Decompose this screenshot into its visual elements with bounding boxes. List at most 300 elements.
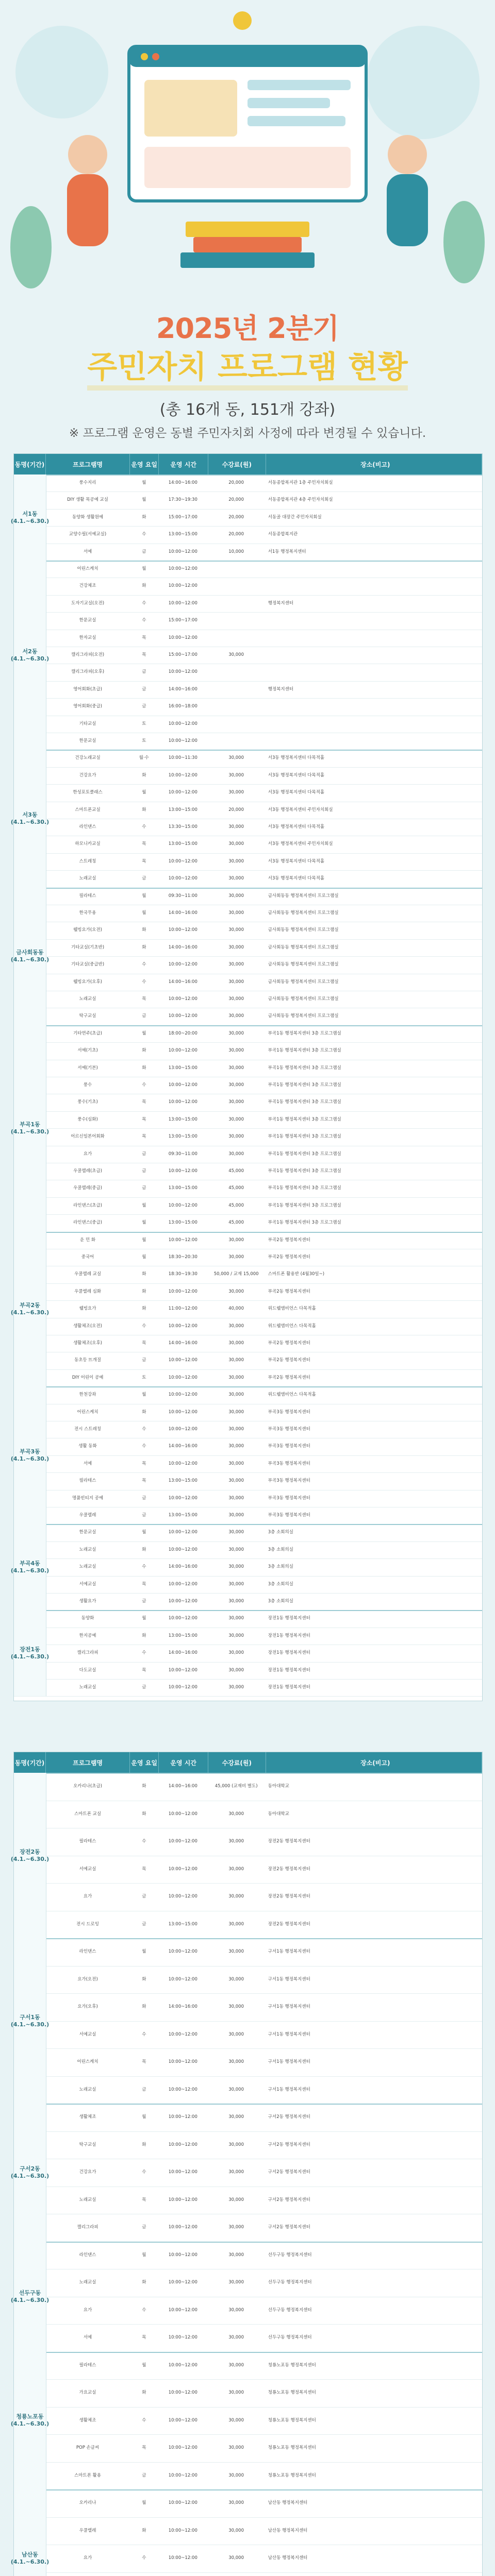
place-cell: 서동골 대장간 주민자치회실 (268, 514, 322, 520)
place-cell: 선두구동 행정복지센터 (268, 2335, 312, 2340)
time-cell: 10:00~12:00 (168, 1581, 197, 1587)
table-row (14, 2324, 482, 2352)
time-cell: 10:00~12:00 (168, 738, 197, 743)
program-name-cell: 스마트폰 교실 (74, 1811, 102, 1817)
fee-cell: 30,000 (228, 1444, 244, 1449)
table-row (14, 784, 482, 802)
day-cell: 화 (142, 1289, 146, 1294)
time-cell: 10:00~12:00 (168, 583, 197, 589)
time-cell: 10:00~12:00 (168, 1375, 197, 1380)
time-cell: 10:00~12:00 (168, 1530, 197, 1535)
program-name-cell: 중국어 (81, 1255, 94, 1260)
table-row (14, 1214, 482, 1232)
header-time: 운영 시간 (159, 1752, 208, 1773)
table-row (14, 1042, 482, 1060)
program-name-cell: 동초등 뜨개질 (74, 1358, 102, 1363)
day-cell: 금 (142, 704, 146, 709)
time-cell: 10:00~12:00 (168, 1323, 197, 1329)
table-row (14, 2269, 482, 2297)
time-cell: 09:30~11:00 (168, 893, 197, 899)
time-cell: 10:00~12:00 (168, 2335, 197, 2340)
day-cell: 금 (142, 2087, 146, 2092)
fee-cell: 30,000 (228, 1547, 244, 1552)
time-cell: 10:00~12:00 (168, 1839, 197, 1844)
table-row (14, 819, 482, 836)
program-name-cell: 서예교실 (79, 1866, 96, 1872)
place-cell: 부곡3동 행정복지센터 (268, 1461, 310, 1466)
day-cell: 월 (142, 1949, 146, 1954)
day-cell: 월 (142, 2252, 146, 2258)
time-cell: 10:00~12:00 (168, 1099, 197, 1105)
day-cell: 월 (142, 1237, 146, 1243)
fee-cell: 30,000 (228, 1599, 244, 1604)
place-cell: 구서2동 행정복지센터 (268, 2142, 310, 2147)
time-cell: 10:00~12:00 (168, 1547, 197, 1552)
time-cell: 10:00~12:00 (168, 721, 197, 726)
place-cell: 금사회동동 행정복지센터 프로그램실 (268, 979, 339, 985)
place-cell: 3층 소회의실 (268, 1564, 293, 1570)
program-name-cell: 요가 (83, 1894, 92, 1899)
place-cell: 위드웰앰비언스 다목적홀 (268, 1323, 316, 1329)
day-cell: 화 (142, 772, 146, 778)
header-day: 운영 요일 (130, 454, 159, 474)
fee-cell: 20,000 (228, 497, 244, 503)
table-row (14, 1077, 482, 1094)
fee-cell: 30,000 (228, 1341, 244, 1346)
place-cell: 스마트폰 활용반 (4월30일~) (268, 1272, 325, 1277)
fee-cell: 30,000 (228, 979, 244, 985)
place-cell: 금사회동동 행정복지센터 프로그램실 (268, 944, 339, 950)
table-row (14, 888, 482, 905)
table-row (14, 1283, 482, 1301)
program-name-cell: 어린스케치 (77, 566, 98, 571)
time-cell: 13:30~15:00 (168, 824, 197, 829)
time-cell: 13:00~15:00 (168, 1116, 197, 1122)
place-cell: 부곡1동 행정복지센터 3층 프로그램실 (268, 1099, 341, 1105)
day-cell: 화 (142, 927, 146, 933)
fee-cell: 20,000 (228, 514, 244, 520)
time-cell: 10:00~12:00 (168, 2059, 197, 2064)
time-cell: 10:00~12:00 (168, 1461, 197, 1466)
time-cell: 10:00~12:00 (168, 566, 197, 571)
place-cell (265, 561, 482, 578)
place-cell: 구서2동 행정복지센터 (268, 2197, 310, 2202)
table-row (14, 2407, 482, 2435)
table-row (14, 1993, 482, 2022)
day-cell: 금 (142, 1358, 146, 1363)
table-row (14, 1060, 482, 1077)
place-cell: 구서2동 행정복지센터 (268, 2170, 310, 2175)
place-cell: 3층 소회의실 (268, 1599, 293, 1604)
time-cell: 10:00~12:00 (168, 1495, 197, 1501)
fee-cell: 30,000 (228, 1375, 244, 1380)
day-cell: 화 (142, 2280, 146, 2285)
program-name-cell: 생활체조(오전) (73, 1323, 102, 1329)
day-cell: 화 (142, 1065, 146, 1071)
program-name-cell: 서예 (83, 1461, 92, 1466)
place-cell: 행정복지센터 (268, 600, 294, 606)
table-row (14, 509, 482, 527)
place-cell: 서1동 행정복지센터 (268, 549, 306, 554)
day-cell: 월 (142, 790, 146, 795)
header-fee: 수강료(원) (208, 1752, 266, 1773)
program-name-cell: 노래교실 (79, 1547, 96, 1552)
place-cell: 구서2동 행정복지센터 (268, 2114, 310, 2120)
time-cell: 10:00~12:00 (168, 2142, 197, 2147)
table-row (14, 1146, 482, 1163)
time-cell: 15:00~17:00 (168, 514, 197, 520)
time-cell: 18:00~20:00 (168, 1030, 197, 1036)
table-row (14, 1645, 482, 1662)
place-cell (265, 733, 482, 750)
header-program: 프로그램명 (46, 1752, 130, 1773)
program-name-cell: 필라테스 (79, 1478, 96, 1484)
time-cell: 10:00~12:00 (168, 790, 197, 795)
time-cell: 15:00~17:00 (168, 618, 197, 623)
table-row (14, 474, 482, 492)
program-name-cell: 라인댄스(초급) (73, 1202, 102, 1208)
place-cell: 3층 소회의실 (268, 1547, 293, 1552)
fee-cell: 30,000 (228, 2445, 244, 2450)
program-name-cell: 우쿨렐레 심화 (74, 1289, 102, 1294)
dong-name-cell: 부곡2동 (4.1.~6.30.) (14, 1232, 46, 1387)
day-cell: 목 (142, 1116, 146, 1122)
fee-cell: 30,000 (228, 996, 244, 1002)
program-name-cell: 영어회화(중급) (73, 704, 102, 709)
time-cell: 10:00~12:00 (168, 1616, 197, 1621)
dong-name-cell: 서3동 (4.1.~6.30.) (14, 750, 46, 887)
table-row (14, 1773, 482, 1801)
place-cell: 청룡노포동 행정복지센터 (268, 2472, 316, 2478)
fee-cell: 30,000 (228, 2252, 244, 2258)
fee-cell: 20,000 (228, 532, 244, 537)
program-name-cell: 어린스케치 (77, 2059, 98, 2064)
place-cell: 선두구동 행정복지센터 (268, 2280, 312, 2285)
place-cell: 금사회동동 행정복지센터 프로그램실 (268, 893, 339, 899)
table-row (14, 1576, 482, 1594)
fee-cell (208, 698, 265, 715)
program-name-cell: 생활체조(오후) (73, 1341, 102, 1346)
table-row (14, 1163, 482, 1180)
table-row (14, 698, 482, 716)
place-cell: 동아대학교 (268, 1811, 289, 1817)
time-cell: 13:00~15:00 (168, 1633, 197, 1638)
place-cell: 구서1동 행정복지센터 (268, 1949, 310, 1954)
time-cell: 14:00~16:00 (168, 480, 197, 485)
day-cell: 월 (142, 2500, 146, 2505)
place-cell: 부곡1동 행정복지센터 3층 프로그램실 (268, 1220, 341, 1226)
header-place: 장소(비고) (266, 454, 482, 474)
program-name-cell: 탁구교실 (79, 1013, 96, 1019)
table-row (14, 1369, 482, 1387)
program-name-cell: 라인댄스 (79, 2252, 96, 2258)
place-cell: 구서2동 행정복지센터 (268, 2225, 310, 2230)
fee-cell: 30,000 (228, 2114, 244, 2120)
program-name-cell: 한천강좌 (79, 1392, 96, 1398)
fee-cell: 30,000 (228, 1013, 244, 1019)
program-name-cell: 요가 (83, 2555, 92, 2561)
program-name-cell: 라인댄스 (79, 824, 96, 829)
program-name-cell: 우쿨렐레(초급) (73, 1168, 102, 1174)
day-cell: 금 (142, 876, 146, 882)
time-cell: 14:00~16:00 (168, 1650, 197, 1656)
time-cell: 10:00~12:00 (168, 2280, 197, 2285)
place-cell: 장전2동 행정복지센터 (268, 1921, 310, 1927)
time-cell: 10:00~12:00 (168, 549, 197, 554)
program-name-cell: 기타교실(중급반) (71, 962, 105, 968)
place-cell: 부곡2동 행정복지센터 (268, 1255, 310, 1260)
day-cell: 월 (142, 566, 146, 571)
table-row (14, 2021, 482, 2049)
time-cell: 14:00~16:00 (168, 1784, 197, 1789)
time-cell: 10:00~12:00 (168, 2500, 197, 2505)
time-cell: 10:00~12:00 (168, 1409, 197, 1415)
place-cell (265, 630, 482, 647)
table-row (14, 1025, 482, 1043)
program-name-cell: 한성포토클래스 (73, 790, 103, 795)
dong-name-cell: 남산동 (4.1.~6.30.) (14, 2489, 46, 2576)
program-name-cell: 어르신일본어회화 (71, 1134, 105, 1140)
table-row (14, 956, 482, 974)
fee-cell: 30,000 (228, 1048, 244, 1054)
time-cell: 10:00~12:00 (168, 1811, 197, 1817)
day-cell: 금 (142, 2225, 146, 2230)
place-cell: 구서1동 행정복지센터 (268, 2031, 310, 2037)
day-cell: 월 (142, 1530, 146, 1535)
place-cell: 서3동 행정복지센터 주민자치회실 (268, 841, 333, 847)
place-cell: 부곡3동 행정복지센터 (268, 1444, 310, 1449)
time-cell: 13:00~15:00 (168, 1134, 197, 1140)
day-cell: 금 (142, 1599, 146, 1604)
place-cell: 부곡2동 행정복지센터 (268, 1237, 310, 1243)
fee-cell: 30,000 (228, 1633, 244, 1638)
table-row (14, 2489, 482, 2518)
day-cell: 월 (142, 2362, 146, 2368)
place-cell: 청룡노포동 행정복지센터 (268, 2445, 316, 2450)
table-row (14, 870, 482, 888)
time-cell: 10:00~12:00 (168, 1894, 197, 1899)
day-cell (130, 2572, 159, 2576)
program-count: (총 16개 동, 151개 강좌) (159, 401, 336, 419)
dong-name-cell: 부곡4동 (4.1.~6.30.) (14, 1524, 46, 1610)
time-cell: 10:00~12:00 (168, 996, 197, 1002)
program-name-cell: 풍수지리 (79, 480, 96, 485)
table-row (14, 1472, 482, 1490)
fee-cell: 30,000 (228, 1667, 244, 1673)
program-name-cell: 명품빈티지 공예 (72, 1495, 104, 1501)
time-cell: 11:00~12:00 (168, 1306, 197, 1312)
program-name-cell: 필라테스 (79, 1839, 96, 1844)
header-dong: 동명(기간) (14, 1752, 46, 1773)
time-cell: 10:00~12:00 (168, 635, 197, 640)
time-cell: 10:00~12:00 (168, 876, 197, 882)
subtitle-text: 주민자치 프로그램 현황 (87, 349, 407, 391)
time-cell: 13:00~15:00 (168, 1185, 197, 1191)
fee-cell: 30,000 (228, 1894, 244, 1899)
fee-cell: 30,000 (228, 944, 244, 950)
program-name-cell: DIY 어린이 공예 (72, 1375, 104, 1380)
dong-name-cell: 장전2동 (4.1.~6.30.) (14, 1773, 46, 1938)
fee-cell: 20,000 (228, 480, 244, 485)
time-cell: 10:00~12:00 (168, 1949, 197, 1954)
place-cell: 서3동 행정복지센터 다목적홀 (268, 824, 325, 829)
table-row (14, 561, 482, 578)
program-name-cell (46, 2572, 130, 2576)
table-row (14, 1318, 482, 1335)
dong-name-cell: 구서2동 (4.1.~6.30.) (14, 2104, 46, 2242)
time-cell: 13:00~15:00 (168, 532, 197, 537)
program-name-cell: 풍수(심화) (77, 1116, 98, 1122)
fee-cell (208, 595, 265, 612)
day-cell: 목 (142, 1099, 146, 1105)
place-cell: 부곡1동 행정복지센터 3층 프로그램실 (268, 1134, 341, 1140)
day-cell: 목 (142, 1461, 146, 1466)
table-row (14, 1128, 482, 1146)
header-place: 장소(비고) (266, 1752, 482, 1773)
program-name-cell: 우쿨렐레 (79, 2528, 96, 2533)
table-row (14, 750, 482, 767)
time-cell: 13:00~15:00 (168, 1478, 197, 1484)
day-cell: 금 (142, 2472, 146, 2478)
place-cell: 부곡3동 행정복지센터 (268, 1513, 310, 1518)
program-name-cell: 캘리그라피 (77, 1650, 98, 1656)
dong-name-cell: 금사회동동 (4.1.~6.30.) (14, 888, 46, 1025)
day-cell: 수 (142, 1082, 146, 1088)
place-cell: 위드웰앰비언스 다목적홀 (268, 1392, 316, 1398)
day-cell: 금 (142, 549, 146, 554)
table-row (14, 2076, 482, 2105)
day-cell: 목 (142, 996, 146, 1002)
day-cell: 수 (142, 1444, 146, 1449)
table-row (14, 1490, 482, 1507)
day-cell: 목 (142, 1134, 146, 1140)
program-name-cell: 한국무용 (79, 910, 96, 916)
time-cell: 10:00~12:00 (168, 669, 197, 675)
program-name-cell: 요가(오후) (77, 2004, 98, 2009)
day-cell: 월 (142, 1030, 146, 1036)
program-name-cell: 요가(오전) (77, 1976, 98, 1982)
dong-name-cell: 구서1동 (4.1.~6.30.) (14, 1938, 46, 2104)
time-cell: 10:00~12:00 (168, 2417, 197, 2423)
place-cell (265, 612, 482, 629)
fee-cell: 30,000 (228, 1650, 244, 1656)
fee-cell: 30,000 (228, 876, 244, 882)
day-cell: 목 (142, 1866, 146, 1872)
dong-name-cell: 장전1동 (4.1.~6.30.) (14, 1610, 46, 1696)
table-row (14, 664, 482, 681)
fee-cell: 30,000 (228, 1392, 244, 1398)
place-cell (265, 2572, 482, 2576)
table-row (14, 1911, 482, 1939)
dong-name-cell: 부곡3동 (4.1.~6.30.) (14, 1386, 46, 1524)
table-row (14, 1438, 482, 1455)
place-cell (265, 698, 482, 715)
time-cell: 13:00~15:00 (168, 1921, 197, 1927)
fee-cell: 30,000 (228, 910, 244, 916)
program-name-cell: 기타연주(초급) (73, 1030, 102, 1036)
table-row (14, 1628, 482, 1645)
fee-cell (208, 612, 265, 629)
day-cell: 금 (142, 1894, 146, 1899)
table-row (14, 1541, 482, 1559)
table-row (14, 1008, 482, 1025)
day-cell: 화 (142, 944, 146, 950)
program-name-cell: 캘리그라피 (77, 2225, 98, 2230)
program-name-cell: 풍수 (83, 1082, 92, 1088)
time-cell: 10:00~12:00 (168, 1976, 197, 1982)
day-cell: 수 (142, 600, 146, 606)
program-name-cell: 노래교실 (79, 2280, 96, 2285)
day-cell: 화 (142, 2528, 146, 2533)
day-cell: 월 (142, 1255, 146, 1260)
day-cell: 금 (142, 1185, 146, 1191)
fee-cell: 30,000 (228, 2500, 244, 2505)
fee-cell: 50,000 / 교재 15,000 (213, 1272, 259, 1277)
day-cell: 금 (142, 1151, 146, 1157)
fee-cell: 30,000 (228, 858, 244, 864)
program-name-cell: 웰빙요가(오전) (73, 927, 102, 933)
day-cell: 수 (142, 2417, 146, 2423)
program-name-cell: 우쿨렐레(중급) (73, 1185, 102, 1191)
program-name-cell: 스마트폰 활용 (74, 2472, 102, 2478)
program-name-cell: 탁구교실 (79, 2142, 96, 2147)
program-name-cell: 요가 (83, 2307, 92, 2313)
table-row (14, 595, 482, 613)
day-cell: 화 (142, 514, 146, 520)
fee-cell: 30,000 (228, 1237, 244, 1243)
table-header (14, 454, 482, 474)
program-name-cell: 요가 (83, 1151, 92, 1157)
program-name-cell: POP 손글씨 (76, 2445, 100, 2450)
program-name-cell: 노래교실 (79, 996, 96, 1002)
fee-cell: 30,000 (228, 790, 244, 795)
fee-cell: 30,000 (228, 2417, 244, 2423)
place-cell: 장전1동 행정복지센터 (268, 1667, 310, 1673)
place-cell: 청룡노포동 행정복지센터 (268, 2362, 316, 2368)
time-cell (158, 2572, 207, 2576)
header-fee: 수강료(원) (208, 454, 266, 474)
table-row (14, 1679, 482, 1697)
place-cell: 부곡2동 행정복지센터 (268, 1375, 310, 1380)
table-row (14, 1404, 482, 1421)
fee-cell: 30,000 (228, 1116, 244, 1122)
day-cell: 월 (142, 1392, 146, 1398)
place-cell (265, 716, 482, 733)
place-cell: 금사회동동 행정복지센터 프로그램실 (268, 996, 339, 1002)
day-cell: 화 (142, 1306, 146, 1312)
day-cell: 수 (142, 2170, 146, 2175)
place-cell: 부곡1동 행정복지센터 3층 프로그램실 (268, 1151, 341, 1157)
day-cell: 수 (142, 1650, 146, 1656)
day-cell: 월·수 (139, 755, 149, 761)
place-cell: 장전1동 행정복지센터 (268, 1616, 310, 1621)
day-cell: 화 (142, 583, 146, 589)
program-name-cell: 한문교실 (79, 738, 96, 743)
day-cell: 금 (142, 669, 146, 675)
time-cell: 10:00~12:00 (168, 1358, 197, 1363)
place-cell: 청룡노포동 행정복지센터 (268, 2390, 316, 2395)
day-cell: 화 (142, 1811, 146, 1817)
day-cell: 목 (142, 2445, 146, 2450)
fee-cell: 30,000 (228, 1099, 244, 1105)
header-day: 운영 요일 (130, 1752, 159, 1773)
program-name-cell: 한문교실 (79, 1530, 96, 1535)
time-cell: 10:00~12:00 (168, 2472, 197, 2478)
fee-cell: 30,000 (228, 1323, 244, 1329)
fee-cell: 30,000 (228, 1427, 244, 1432)
day-cell: 수 (142, 2031, 146, 2037)
place-cell: 부곡1동 행정복지센터 3층 프로그램실 (268, 1065, 341, 1071)
